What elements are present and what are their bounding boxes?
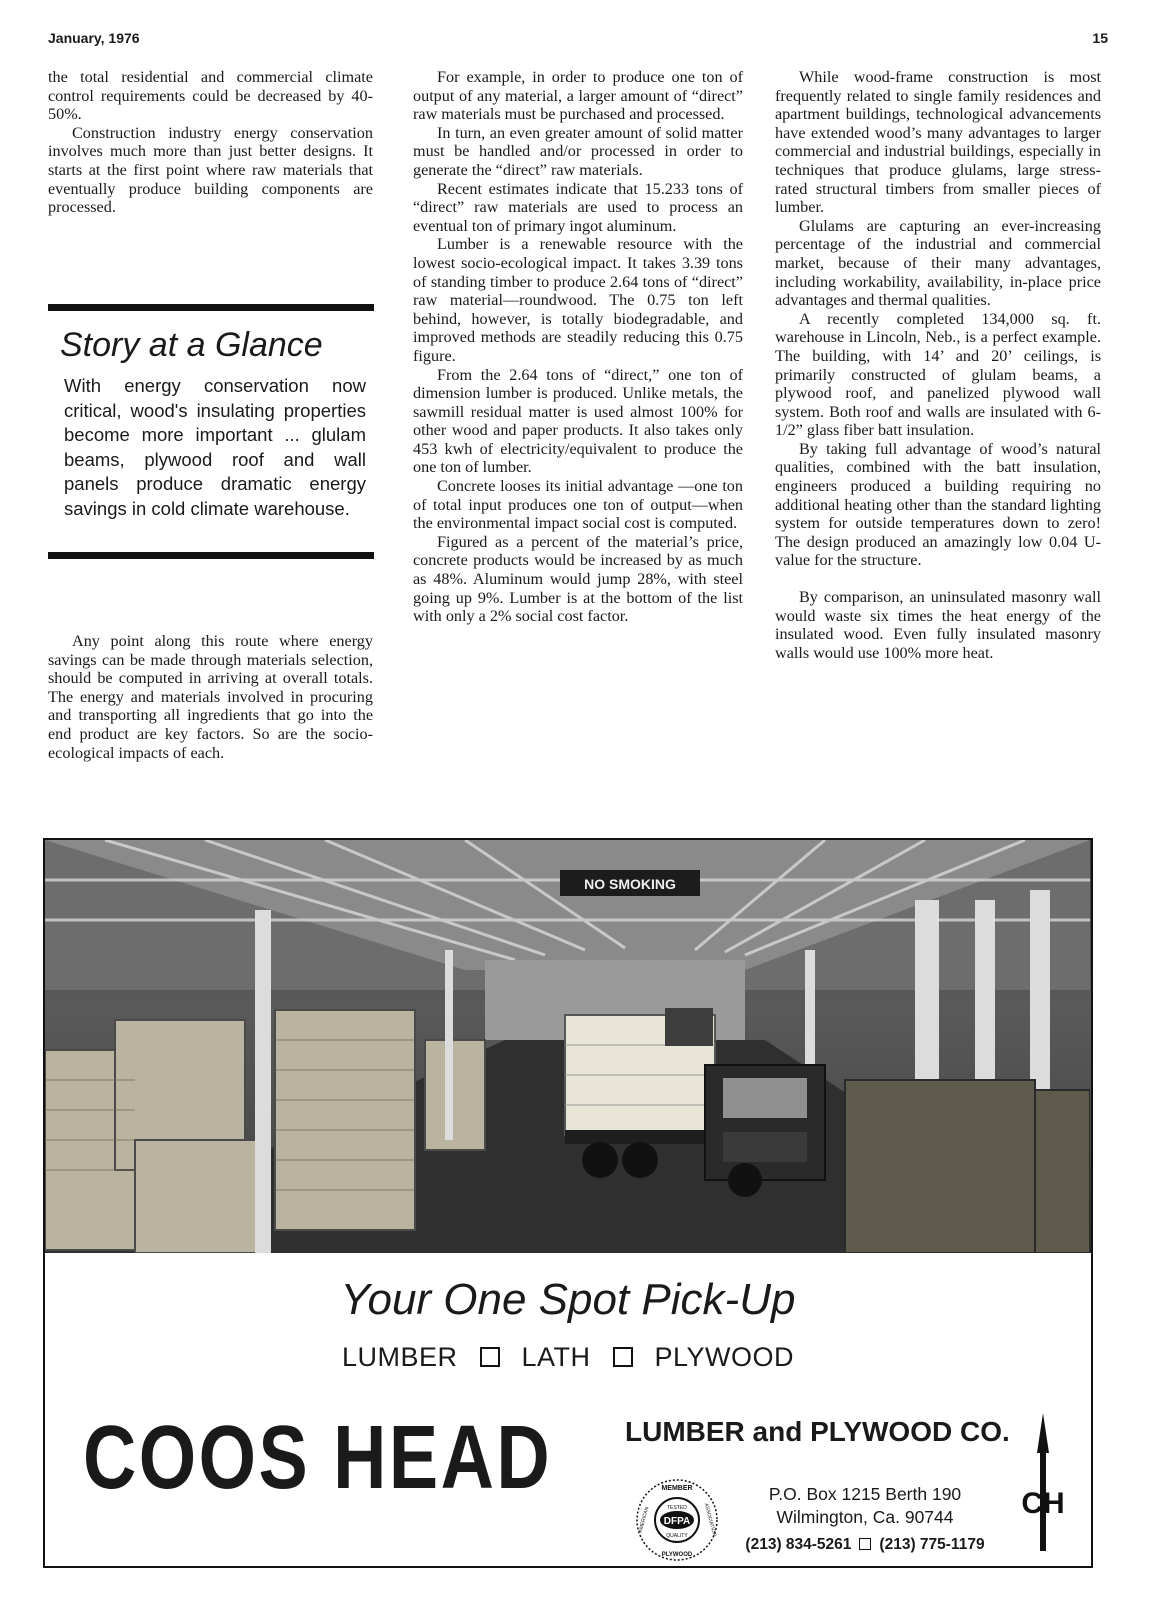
paragraph: By comparison, an uninsulated masonry wall would waste six times the heat energy of the insulated wood. Even fully insulated masonry walls would use 100% more heat. [775,588,1101,662]
page-header [48,30,1108,50]
paragraph: Recent estimates indicate that 15.233 tons of “direct” raw materials are used to process an eventual ton of primary ingot aluminum. [413,179,743,235]
article-column-1-continued [48,632,373,762]
paragraph: By taking full advantage of wood’s natural qualities, combined with the batt insulation, engineers produced a building requiring no additional heating other than the standard lighting system for outside temperatures down to zero! The design produced an amazingly low 0.04 U-value for the structure. [775,439,1101,570]
warehouse-photo [45,840,1091,1253]
paragraph: Figured as a percent of the material’s price, concrete products would be increased by as much as 48%. Aluminum would jump 28%, with steel going up 9%. Lumber is at the bottom of the list with only a 2% social cost factor. [413,532,743,626]
no-smoking-sign: NO SMOKING [584,876,676,892]
ad-copy [45,1253,1091,1566]
divider [48,304,374,311]
advertisement [43,838,1093,1568]
paragraph: the total residential and commercial climate control requirements could be decreased by 40-50%. [48,68,373,124]
paragraph: In turn, an even greater amount of solid matter must be handled and/or processed in order to generate the “direct” raw materials. [413,123,743,179]
ad-tagline: Your One Spot Pick-Up [340,1275,796,1324]
page-number: 15 [1092,30,1108,46]
tree-logo-icon [1015,1413,1071,1553]
svg-text:CH: CH [1021,1487,1065,1520]
paragraph: Construction industry energy conservation involves much more than just better designs. It starts at the first point where raw materials that eventually produce building components are processed. [48,123,373,217]
svg-text:ASSOCIATION: ASSOCIATION [702,1502,718,1537]
paragraph: Concrete looses its initial advantage —one ton of total input produces one ton of output—when the environmental impact social cost is computed. [413,477,743,533]
svg-text:DFPA: DFPA [663,1516,691,1527]
dfpa-seal-icon [635,1478,719,1562]
checkbox-square-icon [859,1538,871,1550]
svg-text:PLYWOOD: PLYWOOD [661,1552,693,1558]
paragraph: From the 2.64 tons of “direct,” one ton of dimension lumber is produced. Unlike metals, the sawmill residual matter is used almost 100% for other wood and paper products. It also takes only 453 kwh of electricity/equivalent to produce the one ton of lumber. [413,365,743,477]
company-address [735,1483,995,1556]
svg-text:TESTED: TESTED [667,1505,687,1511]
svg-text:QUALITY: QUALITY [666,1533,688,1539]
brand-name: COOS HEAD [83,1408,553,1508]
article-column-1 [48,68,373,217]
paragraph: While wood-frame construction is most frequently related to single family residences and apartment buildings, technological advancements have extended wood’s many advantages to larger commercial and industrial buildings, especially in techniques that produce glulams, large stress-rated structural timbers from smaller pieces of lumber. [775,68,1101,217]
paragraph: For example, in order to produce one ton of output of any material, a larger amount of “direct” raw materials must be purchased and processed. [413,68,743,124]
article-column-2 [413,68,743,626]
product-item: LUMBER [341,1342,458,1372]
product-item: LATH [521,1342,591,1372]
checkbox-square-icon [480,1347,500,1367]
phone-number: (213) 775-1179 [879,1536,985,1553]
phone-number: (213) 834-5261 [745,1536,852,1553]
checkbox-square-icon [613,1347,633,1367]
paragraph: A recently completed 134,000 sq. ft. warehouse in Lincoln, Neb., is a perfect example. The building, with 14’ and 20’ ceilings, is primarily constructed of glulam beams, a plywood roof, and panelized plywood wall system. Both roof and walls are insulated with 6-1/2” glass fiber batt insulation. [775,309,1101,440]
address-line: P.O. Box 1215 Berth 190 [768,1484,962,1504]
glance-text: With energy conservation now critical, wood's insulating properties become more important ... glulam beams, plywood roof and wall panels produce dramatic energy savings in cold climate warehouse. [64,375,366,519]
article-column-3 [775,68,1101,662]
story-at-a-glance-box [48,304,374,562]
svg-text:AMERICAN: AMERICAN [637,1506,651,1534]
paragraph: Lumber is a renewable resource with the lowest socio-ecological impact. It takes 3.39 tons of standing timber to produce 2.64 tons of “direct” raw material—roundwood. The 0.75 ton left behind, however, is totally biodegradable, and improved methods are steadily reducing this 0.75 figure. [413,235,743,365]
product-item: PLYWOOD [654,1342,795,1372]
paragraph: Glulams are capturing an ever-increasing percentage of the industrial and commercial market, because of their many advantages, including workability, availability, in-place price advantages and thermal qualities. [775,216,1101,310]
svg-text:MEMBER: MEMBER [661,1485,693,1492]
address-line: Wilmington, Ca. 90744 [776,1507,954,1527]
issue-date: January, 1976 [48,30,140,46]
phone-numbers [735,1533,995,1556]
paragraph: Any point along this route where energy savings can be made through materials selection, should be computed in arriving at overall totals. The energy and materials involved in procuring and transporting all ingredients that go into the end product are key factors. So are the socio-ecological impacts of each. [48,632,373,762]
company-suffix: LUMBER and PLYWOOD CO. [625,1416,1010,1447]
product-list [45,1341,1091,1373]
divider [48,552,374,559]
glance-title: Story at a Glance [60,326,323,364]
